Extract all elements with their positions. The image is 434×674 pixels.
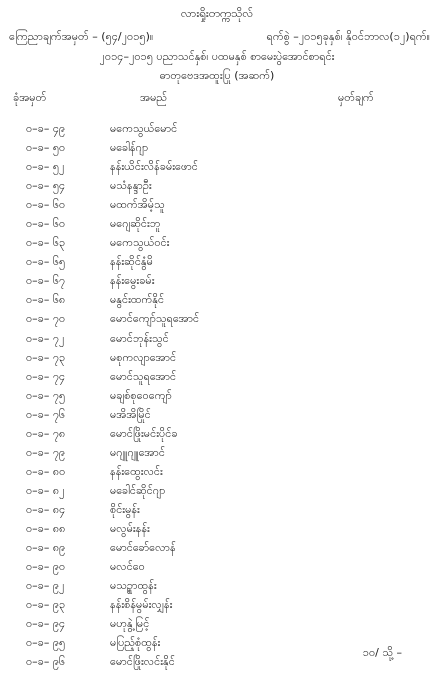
roll-number: ဝ–ခ– ၇၂ bbox=[26, 331, 65, 345]
roll-number: ဝ–ခ– ၅၄ bbox=[26, 179, 66, 193]
roll-number: ဝ–ခ– ၇ဝ bbox=[26, 312, 66, 326]
list-item bbox=[0, 465, 434, 484]
student-name: မခေါန်ဂျာ bbox=[110, 141, 149, 155]
roll-number: ဝ–ခ– ၇၉ bbox=[26, 445, 66, 459]
roll-number: ဝ–ခ– ၈ဝ bbox=[26, 464, 66, 478]
roll-number: ဝ–ခ– ၆၅ bbox=[26, 255, 66, 269]
list-item bbox=[0, 522, 434, 541]
student-name: မပြည့်စုံထွန်း bbox=[110, 636, 161, 650]
student-name: မောင်ကျော်သူရအောင် bbox=[110, 312, 200, 326]
roll-number: ဝ–ခ– ၇၈ bbox=[26, 426, 66, 440]
list-item bbox=[0, 617, 434, 636]
list-item bbox=[0, 236, 434, 255]
roll-number: ဝ–ခ– ၅ဝ bbox=[26, 141, 66, 155]
column-header-remark: မှတ်ချက် bbox=[338, 91, 374, 104]
student-name: မသံနန္ဒာဦး bbox=[110, 179, 152, 193]
list-item bbox=[0, 141, 434, 160]
list-item bbox=[0, 351, 434, 370]
student-name: မသဥ္စာထွန်း bbox=[110, 579, 157, 593]
student-name: မောင်ဖြိုးလင်းနိုင် bbox=[110, 655, 175, 669]
student-name: မထက်အိမ့်သူ bbox=[110, 198, 165, 212]
student-name: နန်းဆိုင်နွံမိ bbox=[110, 255, 153, 269]
list-item bbox=[0, 579, 434, 598]
student-name: မောင်ဖြိုးမင်းပိုင်ခ bbox=[110, 426, 178, 440]
student-name: မအိအိမြိုင် bbox=[110, 407, 151, 421]
page-title: လားရှိုးတက္ကသိုလ် bbox=[180, 6, 254, 20]
roll-number: ဝ–ခ– ၈၈ bbox=[26, 521, 66, 535]
list-item bbox=[0, 484, 434, 503]
student-name: စိုင်းမွန်း bbox=[110, 502, 140, 516]
roll-number: ဝ–ခ– ၇၆ bbox=[26, 407, 66, 421]
roll-number: ဝ–ခ– ၆၇ bbox=[26, 274, 66, 288]
student-name: မောင်ဘုန်းသွင် bbox=[110, 331, 169, 345]
list-item bbox=[0, 122, 434, 141]
roll-number: ဝ–ခ– ၇၄ bbox=[26, 369, 66, 383]
roll-number: ဝ–ခ– ၆၈ bbox=[26, 293, 66, 307]
roll-number: ဝ–ခ– ၉၄ bbox=[26, 617, 66, 631]
student-name: မဂျူဂျူအောင် bbox=[110, 445, 165, 459]
roll-number: ဝ–ခ– ၆၃ bbox=[26, 236, 66, 250]
exam-heading: ၂၀၁၄–၂၀၁၅ ပညာသင်နှစ်၊ ပထမနှစ် စာမေးပွဲအောင်စာရင်း bbox=[99, 50, 335, 63]
list-item bbox=[0, 598, 434, 617]
student-name: မကေသွယ်မောင် bbox=[110, 122, 178, 135]
list-item bbox=[0, 427, 434, 446]
list-item bbox=[0, 503, 434, 522]
list-item bbox=[0, 370, 434, 389]
roll-number: ဝ–ခ– ၉၅ bbox=[26, 636, 66, 650]
roll-number: ဝ–ခ– ၈၄ bbox=[26, 502, 66, 516]
student-name: မနွင်းထက်နိုင် bbox=[110, 293, 165, 307]
roll-number: ဝ–ခ– ၆ဝ bbox=[26, 198, 66, 212]
student-name: မောင်သူရအောင် bbox=[110, 369, 177, 383]
list-item bbox=[0, 312, 434, 331]
roll-number: ဝ–ခ– ၉ဝ bbox=[26, 560, 66, 574]
continued-note: ၁ဝ/ သို့ – bbox=[362, 646, 402, 659]
list-item bbox=[0, 274, 434, 293]
student-name: မကေသွယ်ဝင်း bbox=[110, 236, 170, 250]
list-item bbox=[0, 332, 434, 351]
list-item bbox=[0, 179, 434, 198]
column-header-name: အမည် bbox=[140, 91, 168, 104]
list-item bbox=[0, 446, 434, 465]
roll-number: ဝ–ခ– ၈၉ bbox=[26, 541, 66, 555]
student-name: နန်းစိန်မွမ်းလျှန်း bbox=[110, 598, 173, 612]
results-list bbox=[0, 122, 434, 674]
student-name: မလင်ဝေ bbox=[110, 560, 145, 574]
student-name: နန်းယိင်းလိန်ခမ်းဖောင် bbox=[110, 160, 198, 174]
roll-number: ဝ–ခ– ၉၆ bbox=[26, 655, 66, 669]
list-item bbox=[0, 198, 434, 217]
list-item bbox=[0, 389, 434, 408]
roll-number: ဝ–ခ– ၅၂ bbox=[26, 160, 65, 174]
list-item bbox=[0, 541, 434, 560]
list-item bbox=[0, 408, 434, 427]
student-name: မခေါင်ဆိုင်ဂျာ bbox=[110, 483, 166, 497]
roll-number: ဝ–ခ– ၉၂ bbox=[26, 579, 65, 593]
subject-heading: ဓာတုဗေဒအထူးပြု (အဆက်) bbox=[159, 69, 275, 82]
student-name: မဂျေဆိုင်းဘူ bbox=[110, 217, 161, 231]
student-name: နန်းထွေးလင်း bbox=[110, 464, 163, 478]
student-name: မဟုနွဲ့မြင့် bbox=[110, 617, 150, 631]
list-item bbox=[0, 293, 434, 312]
student-name: မလွမ်းနန်း bbox=[110, 521, 150, 535]
list-item bbox=[0, 217, 434, 236]
student-name: မချစ်စုဝေကျော် bbox=[110, 388, 172, 402]
roll-number: ဝ–ခ– ၇၅ bbox=[26, 388, 66, 402]
roll-number: ဝ–ခ– ၆ဝ bbox=[26, 217, 66, 231]
list-item bbox=[0, 160, 434, 179]
roll-number: ဝ–ခ– ၈၂ bbox=[26, 483, 65, 497]
roll-number: ဝ–ခ– ၄၉ bbox=[26, 122, 66, 135]
announcement-date: ရက်စွဲ –၂၀၁၅ခုနှစ်၊ နိုဝင်ဘာလ(၁၂)ရက်။ bbox=[266, 30, 430, 43]
student-name: မစုကလျာအောင် bbox=[110, 350, 177, 364]
column-header-roll-number: ခုံအမှတ် bbox=[13, 91, 47, 104]
roll-number: ဝ–ခ– ၉၃ bbox=[26, 598, 66, 612]
student-name: မောင်ခော်လောန် bbox=[110, 541, 176, 555]
student-name: နန်းမွေးခမ်း bbox=[110, 274, 155, 288]
roll-number: ဝ–ခ– ၇၃ bbox=[26, 350, 66, 364]
list-item bbox=[0, 560, 434, 579]
list-item bbox=[0, 255, 434, 274]
announcement-number: ကြေညာချက်အမှတ် – (၅၄/၂၀၁၅)။ bbox=[9, 30, 154, 43]
